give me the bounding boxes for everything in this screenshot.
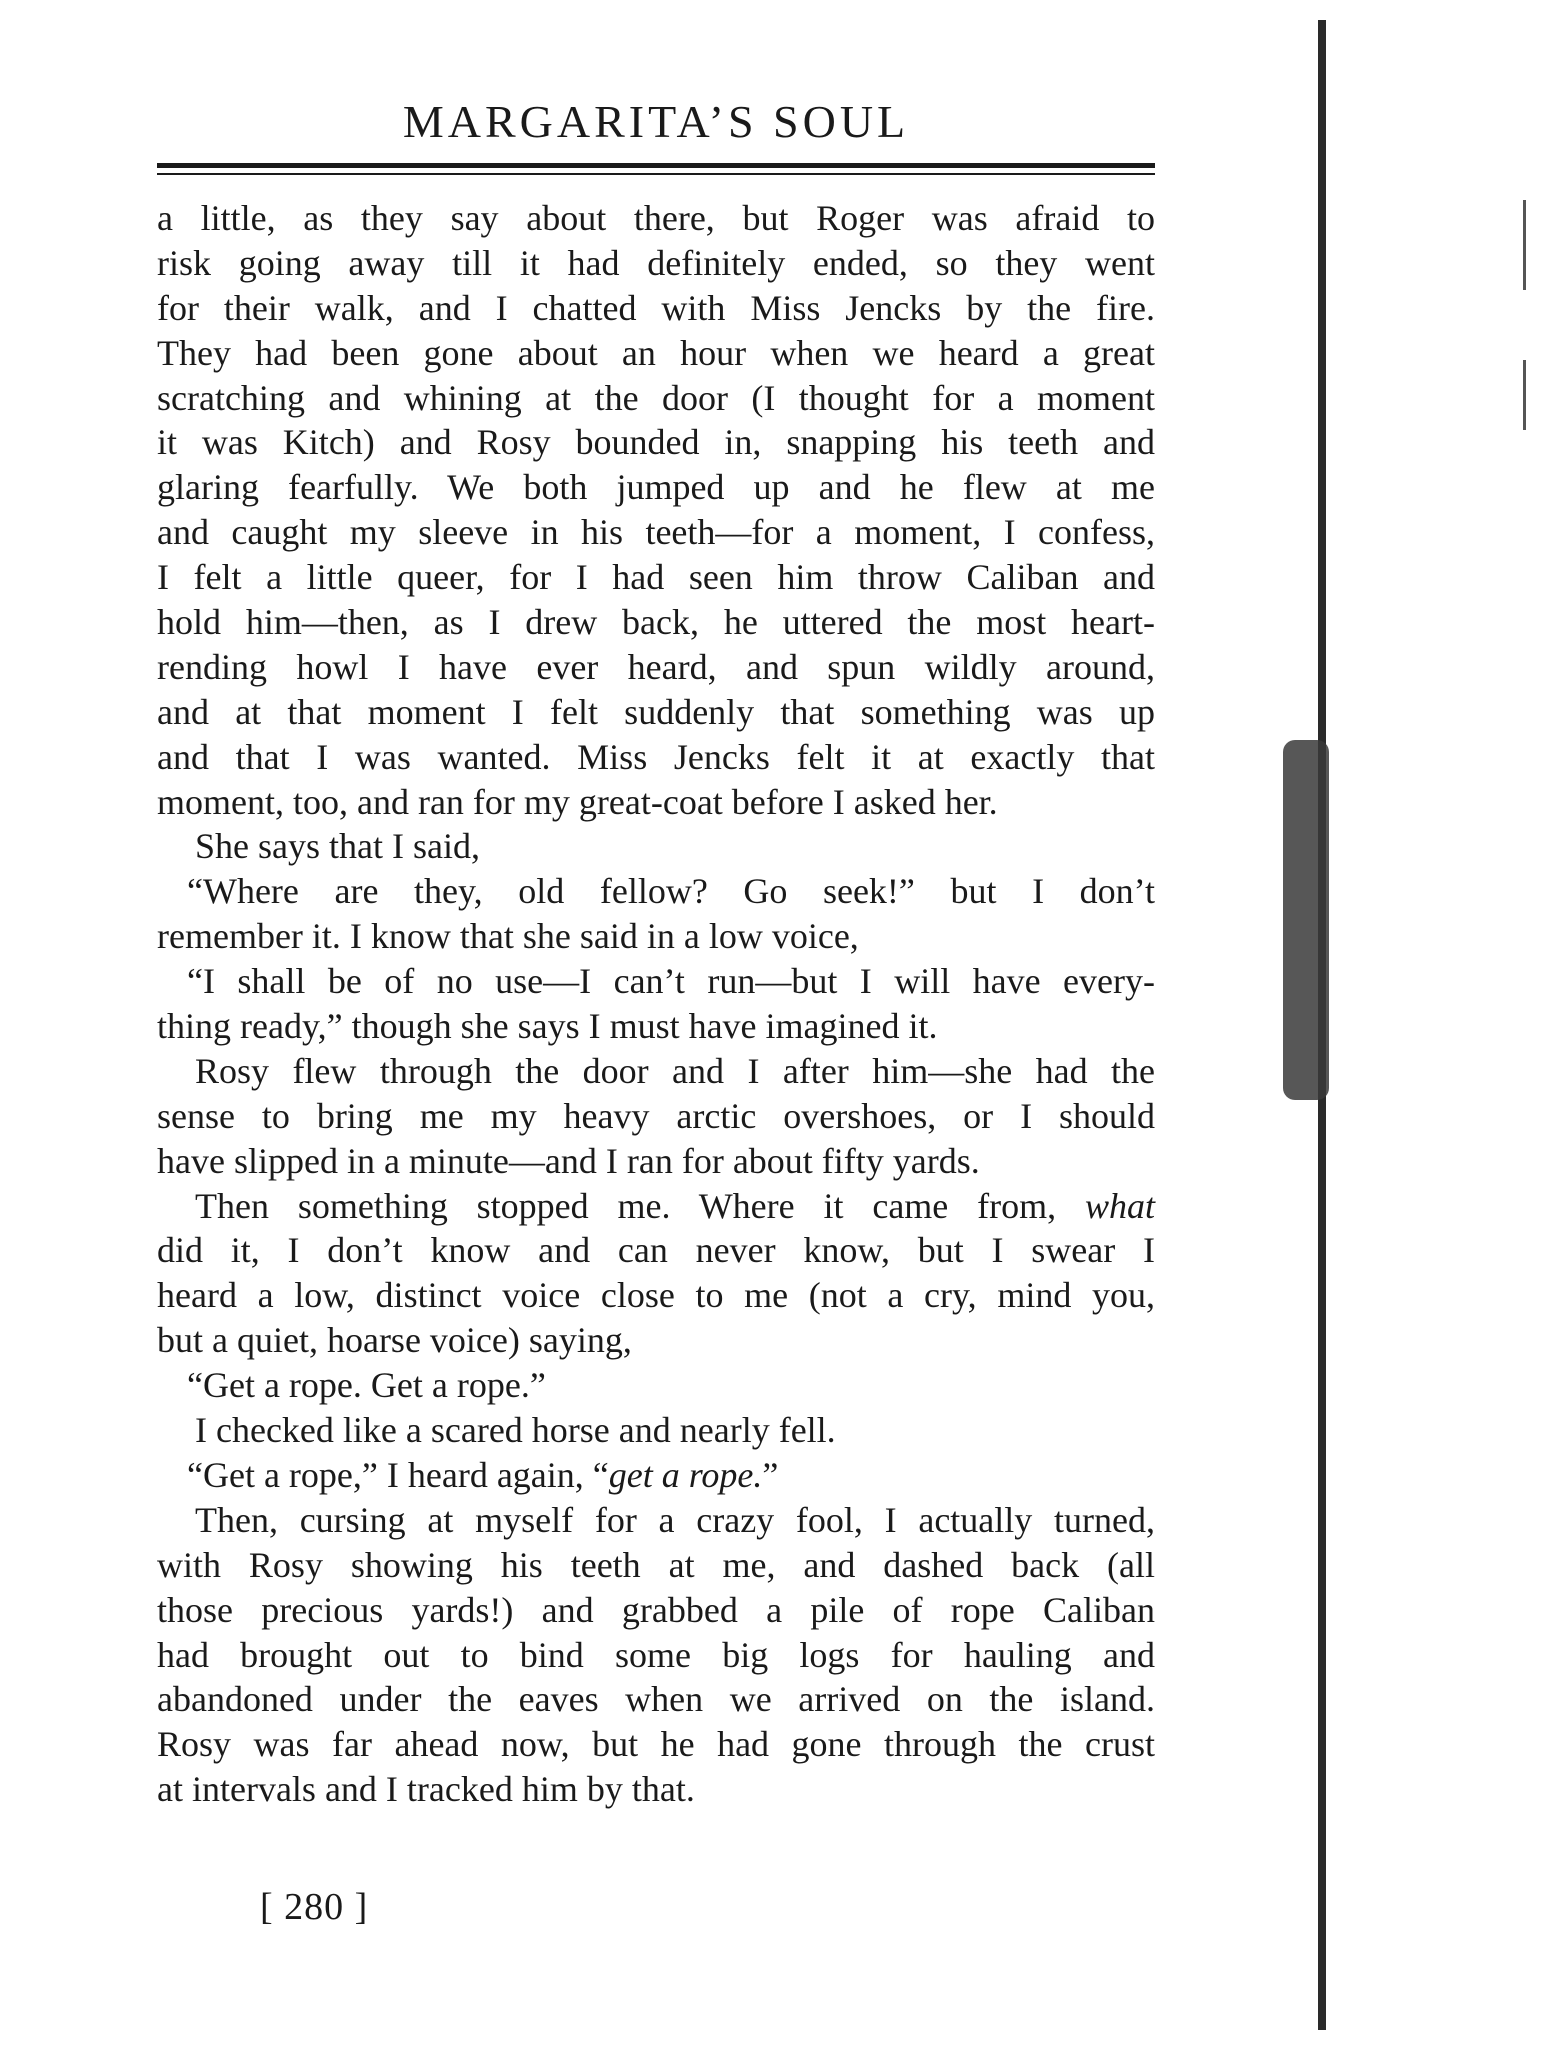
line-text: I felt a little queer, for I had seen him throw Caliban and bbox=[157, 557, 1155, 598]
line-text: scratching and whining at the door (I thought for a moment bbox=[157, 377, 1155, 418]
text-line bbox=[157, 1004, 1155, 1049]
line-text: rending howl I have ever heard, and spun wildly around, bbox=[157, 646, 1155, 687]
line-text: for their walk, and I chatted with Miss Jencks by the fire. bbox=[157, 287, 1155, 328]
scan-shadow bbox=[1283, 740, 1329, 1100]
text-line bbox=[157, 376, 1155, 421]
text-line bbox=[157, 1094, 1155, 1139]
line-text: glaring fearfully. We both jumped up and he flew at me bbox=[157, 467, 1155, 508]
header-rule-thin bbox=[157, 173, 1155, 175]
text-line bbox=[157, 510, 1155, 555]
text-line bbox=[157, 196, 1155, 241]
line-text: had brought out to bind some big logs for hauling and bbox=[157, 1634, 1155, 1675]
text-line bbox=[157, 1228, 1155, 1273]
header-rule-thick bbox=[157, 163, 1155, 168]
line-text: remember it. I know that she said in a low voice, bbox=[157, 916, 859, 957]
line-text: “I shall be of no use—I can’t run—but I will have every- bbox=[187, 961, 1155, 1002]
line-text: with Rosy showing his teeth at me, and dashed back (all bbox=[157, 1544, 1155, 1585]
line-text: Rosy was far ahead now, but he had gone through the crust bbox=[157, 1724, 1155, 1765]
scan-mark bbox=[1523, 360, 1526, 430]
line-text: a little, as they say about there, but Roger was afraid to bbox=[157, 198, 1155, 238]
line-text: sense to bring me my heavy arctic overshoes, or I should bbox=[157, 1095, 1155, 1136]
text-line bbox=[157, 1677, 1155, 1722]
text-line bbox=[157, 1049, 1155, 1094]
line-text: and caught my sleeve in his teeth—for a moment, I confess, bbox=[157, 512, 1155, 553]
line-text: at intervals and I tracked him by that. bbox=[157, 1769, 695, 1810]
text-line bbox=[157, 1363, 1155, 1408]
line-text: moment, too, and ran for my great-coat before I asked her. bbox=[157, 781, 998, 822]
text-line bbox=[157, 645, 1155, 690]
line-text: Then, cursing at myself for a crazy fool, I actually turned, bbox=[195, 1499, 1155, 1540]
line-text: thing ready,” though she says I must have imagined it. bbox=[157, 1006, 938, 1047]
line-text: “Get a rope. Get a rope.” bbox=[187, 1365, 546, 1406]
line-text: hold him—then, as I drew back, he uttered the most heart- bbox=[157, 602, 1155, 643]
scan-mark bbox=[1523, 200, 1526, 290]
line-text: did it, I don’t know and can never know, but I swear I bbox=[157, 1230, 1155, 1271]
line-text: abandoned under the eaves when we arrived on the island. bbox=[157, 1679, 1155, 1720]
text-line bbox=[157, 286, 1155, 331]
text-line bbox=[157, 555, 1155, 600]
line-text: but a quiet, hoarse voice) saying, bbox=[157, 1320, 632, 1361]
text-line bbox=[157, 420, 1155, 465]
page-number: [ 280 ] bbox=[260, 1886, 369, 1928]
text-line: Then something stopped me. Where it came from, what bbox=[195, 1185, 1155, 1226]
text-line bbox=[157, 331, 1155, 376]
line-text: risk going away till it had definitely ended, so they went bbox=[157, 242, 1155, 283]
line-text: those precious yards!) and grabbed a pile of rope Caliban bbox=[157, 1589, 1155, 1630]
text-line bbox=[157, 869, 1155, 914]
line-text: “Where are they, old fellow? Go seek!” but I don’t bbox=[187, 871, 1155, 912]
text-line bbox=[157, 1633, 1155, 1678]
text-line bbox=[157, 1588, 1155, 1633]
text-line bbox=[157, 1498, 1155, 1543]
text-line bbox=[157, 241, 1155, 286]
text-line bbox=[157, 824, 1155, 869]
text-line bbox=[157, 1408, 1155, 1453]
line-text: She says that I said, bbox=[195, 826, 480, 867]
text-line bbox=[157, 735, 1155, 780]
text-line bbox=[157, 600, 1155, 645]
line-text: Rosy flew through the door and I after him—she had the bbox=[195, 1050, 1155, 1091]
text-line bbox=[157, 780, 1155, 825]
line-text: have slipped in a minute—and I ran for about fifty yards. bbox=[157, 1140, 980, 1181]
text-line bbox=[157, 959, 1155, 1004]
text-line bbox=[157, 1318, 1155, 1363]
body-text bbox=[157, 196, 1155, 1812]
text-line bbox=[157, 914, 1155, 959]
text-line bbox=[157, 1543, 1155, 1588]
text-line bbox=[157, 1767, 1155, 1812]
line-text: I checked like a scared horse and nearly fell. bbox=[195, 1410, 836, 1451]
text-line bbox=[157, 690, 1155, 735]
line-text: heard a low, distinct voice close to me (not a cry, mind you, bbox=[157, 1275, 1155, 1316]
running-head: MARGARITA’S SOUL bbox=[402, 96, 910, 147]
text-line bbox=[157, 1273, 1155, 1318]
text-line bbox=[157, 465, 1155, 510]
text-line bbox=[157, 1139, 1155, 1184]
line-text: it was Kitch) and Rosy bounded in, snapping his teeth and bbox=[157, 422, 1155, 463]
text-line: “Get a rope,” I heard again, “get a rope.” bbox=[187, 1454, 779, 1495]
line-text: They had been gone about an hour when we heard a great bbox=[157, 332, 1155, 373]
line-text: and at that moment I felt suddenly that something was up bbox=[157, 691, 1155, 732]
line-text: and that I was wanted. Miss Jencks felt it at exactly that bbox=[157, 736, 1155, 777]
text-line bbox=[157, 1722, 1155, 1767]
